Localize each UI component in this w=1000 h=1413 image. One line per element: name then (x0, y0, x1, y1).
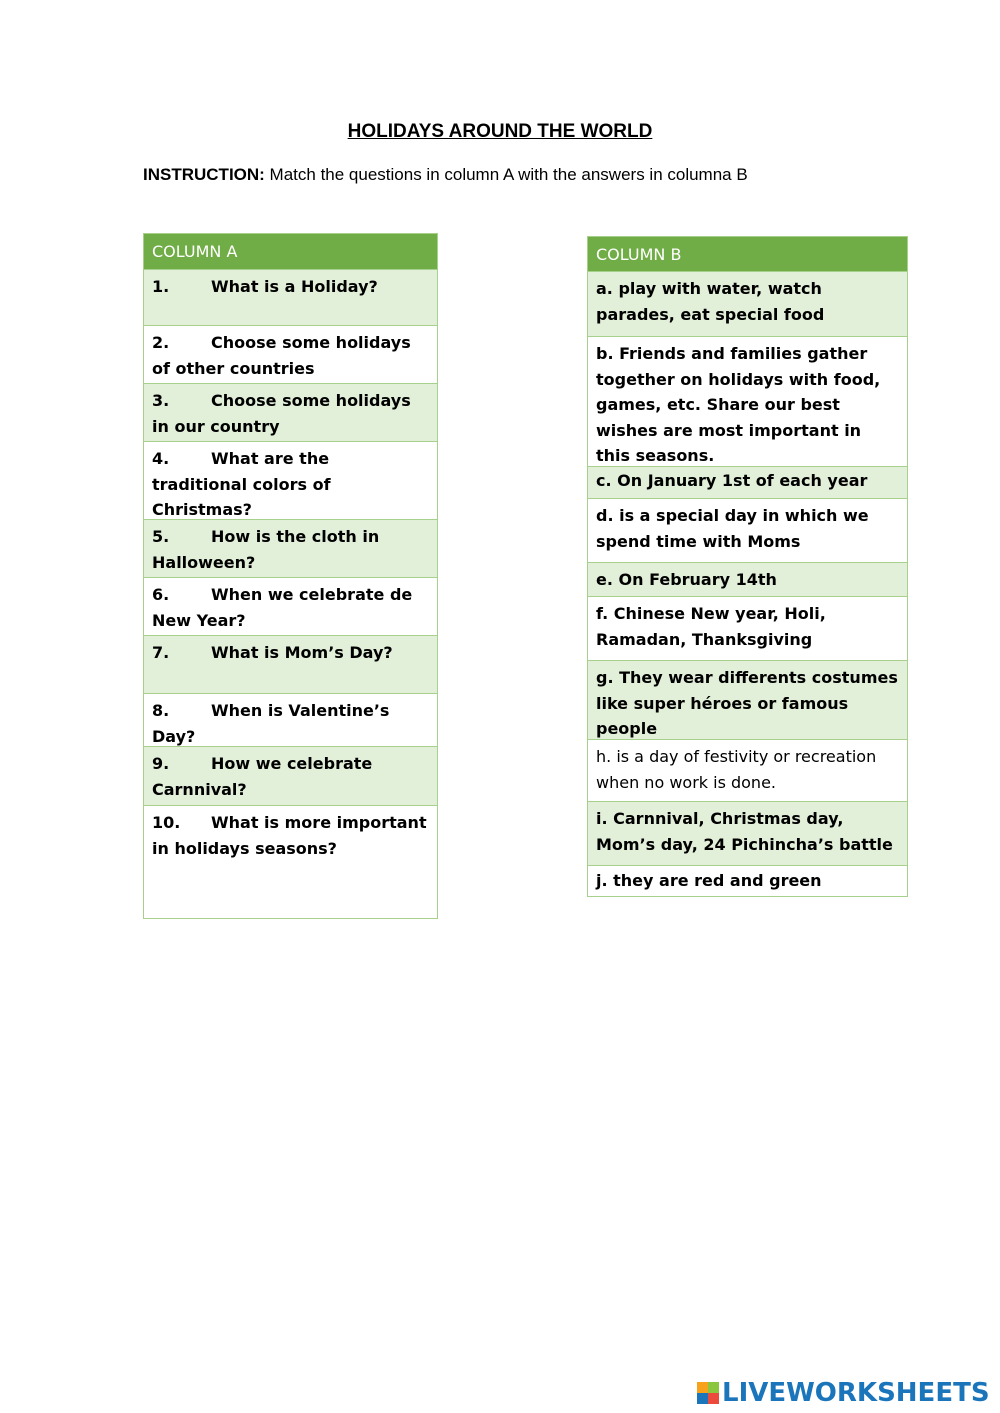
question-text: What is a Holiday? (211, 277, 378, 296)
instruction-text: Match the questions in column A with the answers in columna B (264, 165, 748, 184)
row-number: 9. (152, 754, 170, 773)
row-number: 5. (152, 527, 170, 546)
column-b-row-i: i. Carnnival, Christmas day, Mom’s day, 24 Pichincha’s battle (588, 801, 907, 865)
column-a-row-3 (144, 383, 437, 441)
column-b-row-b: b. Friends and families gather together on holidays with food, games, etc. Share our best wishes are most important in this seasons. (588, 336, 907, 466)
column-a-row-6 (144, 577, 437, 635)
column-a-row-4 (144, 441, 437, 519)
liveworksheets-logo (697, 1378, 990, 1408)
instruction (143, 165, 748, 185)
column-a-row-1 (144, 269, 437, 325)
question-text: What is more important in holidays seasons? (152, 813, 427, 858)
column-a-row-7 (144, 635, 437, 693)
page-title: HOLIDAYS AROUND THE WORLD (347, 121, 653, 142)
question-text: What are the traditional colors of Christmas? (152, 449, 331, 519)
column-b-row-d: d. is a special day in which we spend time with Moms (588, 498, 907, 562)
logo-blocks-icon (697, 1382, 719, 1404)
column-a-row-2 (144, 325, 437, 383)
row-number: 6. (152, 585, 170, 604)
row-number: 7. (152, 643, 170, 662)
column-b-row-f: f. Chinese New year, Holi, Ramadan, Thanksgiving (588, 596, 907, 660)
row-number: 10. (152, 813, 181, 832)
column-a-row-5 (144, 519, 437, 577)
question-text: When is Valentine’s Day? (152, 701, 390, 746)
row-number: 1. (152, 277, 170, 296)
row-number: 3. (152, 391, 170, 410)
column-b-row-e: e. On February 14th (588, 562, 907, 596)
question-text: How we celebrate Carnnival? (152, 754, 373, 799)
row-number: 8. (152, 701, 170, 720)
column-a-row-8 (144, 693, 437, 746)
column-b-table (587, 236, 908, 897)
column-a-row-9 (144, 746, 437, 805)
column-b-header: COLUMN B (588, 237, 907, 271)
column-b-row-h: h. is a day of festivity or recreation when no work is done. (588, 739, 907, 801)
question-text: How is the cloth in Halloween? (152, 527, 380, 572)
row-number: 4. (152, 449, 170, 468)
question-text: Choose some holidays in our country (152, 391, 411, 436)
question-text: What is Mom’s Day? (211, 643, 393, 662)
column-b-row-j: j. they are red and green (588, 865, 907, 898)
column-b-row-c: c. On January 1st of each year (588, 466, 907, 498)
column-a-table (143, 233, 438, 919)
column-b-row-a: a. play with water, watch parades, eat special food (588, 271, 907, 336)
row-number: 2. (152, 333, 170, 352)
question-text: Choose some holidays of other countries (152, 333, 411, 378)
column-a-header: COLUMN A (144, 234, 437, 269)
logo-text: LIVEWORKSHEETS (722, 1378, 990, 1408)
question-text: When we celebrate de New Year? (152, 585, 413, 630)
column-a-row-10 (144, 805, 437, 918)
instruction-label: INSTRUCTION: (143, 165, 265, 184)
column-b-row-g: g. They wear differents costumes like super héroes or famous people (588, 660, 907, 739)
